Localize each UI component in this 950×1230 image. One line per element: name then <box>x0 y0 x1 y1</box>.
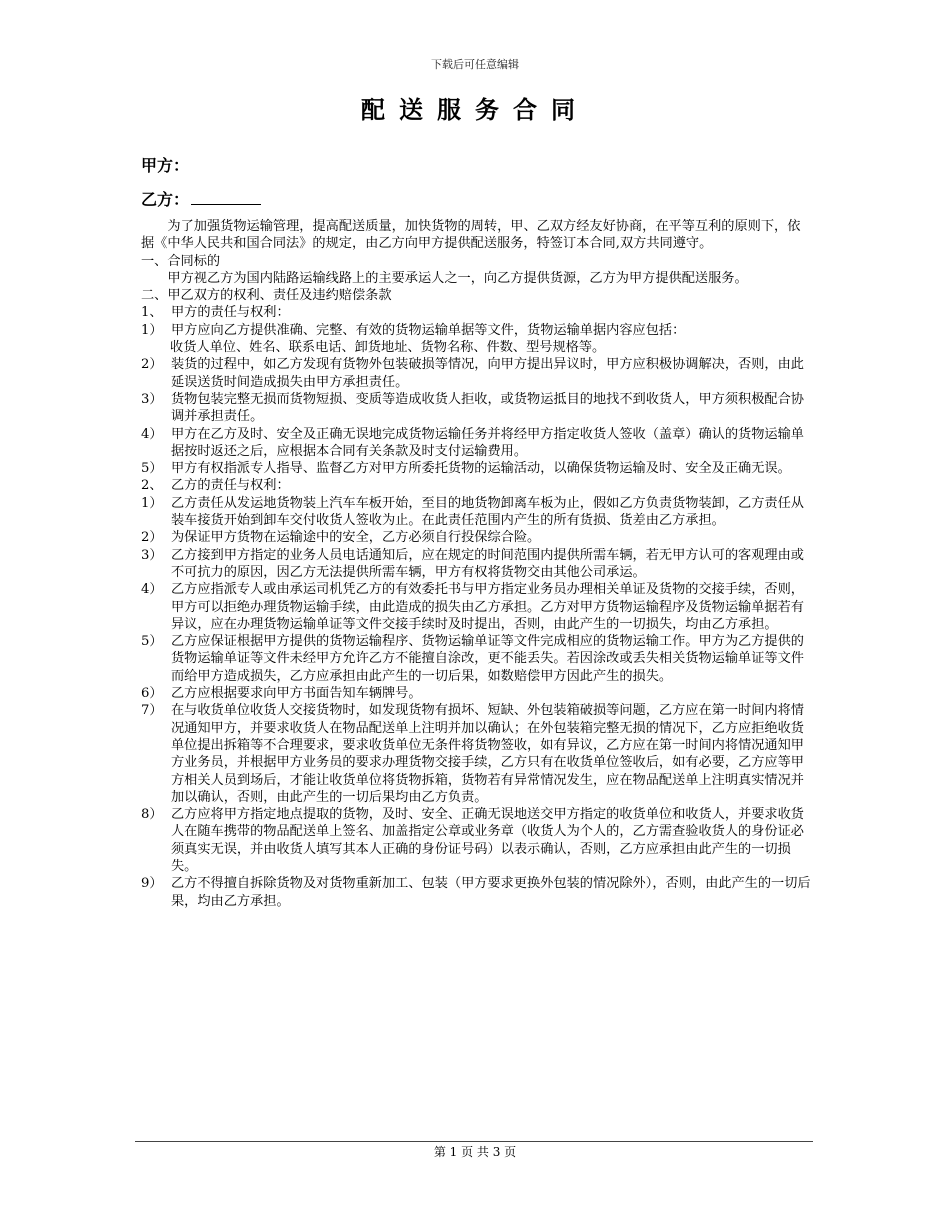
preamble-paragraph: 为了加强货物运输管理，提高配送质量，加快货物的周转，甲、乙双方经友好协商，在平等互利的原则下，依据《中华人民共和国合同法》的规定，由乙方向甲方提供配送服务，特签订本合同,双方共同遵守。 <box>141 219 801 252</box>
party-a-item-1-detail: 收货人单位、姓名、联系电话、卸货地址、货物名称、件数、型号规格等。 <box>170 340 606 356</box>
party-a-label: 甲方： <box>141 156 190 175</box>
section-1-heading: 一、合同标的 <box>141 253 221 269</box>
section-2-heading: 二、甲乙双方的权利、责任及违约赔偿条款 <box>141 288 392 304</box>
contract-body <box>141 218 811 910</box>
page-header: 下载后可任意编辑 <box>431 58 519 71</box>
party-a-duties-heading: 1、 甲方的责任与权利： <box>141 305 290 321</box>
party-b-item-2: 2） 为保证甲方货物在运输途中的安全，乙方必须自行投保综合险。 <box>141 530 541 546</box>
party-b-item-4: 4） 乙方应指派专人或由承运司机凭乙方的有效委托书与甲方指定业务员办理相关单证及货物的交接手续，否则，甲方可以拒绝办理货物运输手续，由此造成的损失由乙方承担。乙方对甲方货物运输程序及货物运输单据若有异议，应在办理货物运输单证等文件交接手续时及时提出，否则，由此产生的一切损失，均由乙方承担。 <box>141 582 804 632</box>
party-a-item-5: 5） 甲方有权指派专人指导、监督乙方对甲方所委托货物的运输活动，以确保货物运输及时、安全及正确无误。 <box>141 461 791 477</box>
section-1-text: 甲方视乙方为国内陆路运输线路上的主要承运人之一，向乙方提供货源，乙方为甲方提供配送服务。 <box>167 270 748 286</box>
document-title: 配送服务合同 <box>361 96 589 124</box>
party-b-item-8: 8） 乙方应将甲方指定地点提取的货物，及时、安全、正确无误地送交甲方指定的收货单位和收货人，并要求收货人在随车携带的物品配送单上签名、加盖指定公章或业务章（收货人为个人的，乙方需查验收货人的身份证必须真实无误，并由收货人填写其本人正确的身份证号码）以表示确认，否则，乙方应承担由此产生的一切损失。 <box>141 807 804 874</box>
party-a-item-1: 1） 甲方应向乙方提供准确、完整、有效的货物运输单据等文件，货物运输单据内容应包括： <box>141 322 686 338</box>
party-b-label: 乙方： <box>141 187 261 210</box>
party-b-item-9: 9） 乙方不得擅自拆除货物及对货物重新加工、包装（甲方要求更换外包装的情况除外），否则，由此产生的一切后果，均由乙方承担。 <box>141 876 811 909</box>
party-b-item-1: 1） 乙方责任从发运地货物装上汽车车板开始，至目的地货物卸离车板为止，假如乙方负责货物装卸，乙方责任从装车接货开始到卸车交付收货人签收为止。在此责任范围内产生的所有货损、货差由乙方承担。 <box>141 495 804 529</box>
party-a-item-4: 4） 甲方在乙方及时、安全及正确无误地完成货物运输任务并将经甲方指定收货人签收（盖章）确认的货物运输单据按时返还之后，应根据本合同有关条款及时支付运输费用。 <box>141 426 804 459</box>
party-b-item-6: 6） 乙方应根据要求向甲方书面告知车辆牌号。 <box>141 686 422 702</box>
party-b-item-5: 5） 乙方应保证根据甲方提供的货物运输程序、货物运输单证等文件完成相应的货物运输工作。甲方为乙方提供的货物运输单证等文件未经甲方允许乙方不能擅自涂改，更不能丢失。若因涂改或丢失相关货物运输单证等文件而给甲方造成损失，乙方应承担由此产生的一切后果，如数赔偿甲方因此产生的损失。 <box>141 634 804 684</box>
party-b-blank-line <box>191 190 261 205</box>
party-b-duties-heading: 2、 乙方的责任与权利： <box>141 478 290 494</box>
party-a-item-3: 3） 货物包装完整无损而货物短损、变质等造成收货人拒收，或货物运抵目的地找不到收货人，甲方须积极配合协调并承担责任。 <box>141 391 804 425</box>
footer-divider <box>135 1141 813 1142</box>
page-number-footer: 第 1 页 共 3 页 <box>433 1145 517 1159</box>
party-b-item-3: 3） 乙方接到甲方指定的业务人员电话通知后，应在规定的时间范围内提供所需车辆，若无甲方认可的客观理由或不可抗力的原因，因乙方无法提供所需车辆，甲方有权将货物交由其他公司承运。 <box>141 547 804 580</box>
party-b-item-7: 7） 在与收货单位收货人交接货物时，如发现货物有损坏、短缺、外包装箱破损等问题，乙方应在第一时间内将情况通知甲方，并要求收货人在物品配送单上注明并加以确认；在外包装箱完整无损的情况下，乙方应拒绝收货单位提出拆箱等不合理要求，要求收货单位无条件将货物签收，如有异议，乙方应在第一时间内将情况通知甲方业务员，并根据甲方业务员的要求办理货物交接手续，乙方只有在收货单位签收后，如有必要，乙方应等甲方相关人员到场后，才能让收货单位将货物拆箱，货物若有异常情况发生，应在物品配送单上注明真实情况并加以确认，否则，由此产生的一切后果均由乙方负责。 <box>141 703 804 805</box>
party-a-item-2: 2） 装货的过程中，如乙方发现有货物外包装破损等情况，向甲方提出异议时，甲方应积极协调解决，否则，由此延误送货时间造成损失由甲方承担责任。 <box>141 357 804 390</box>
